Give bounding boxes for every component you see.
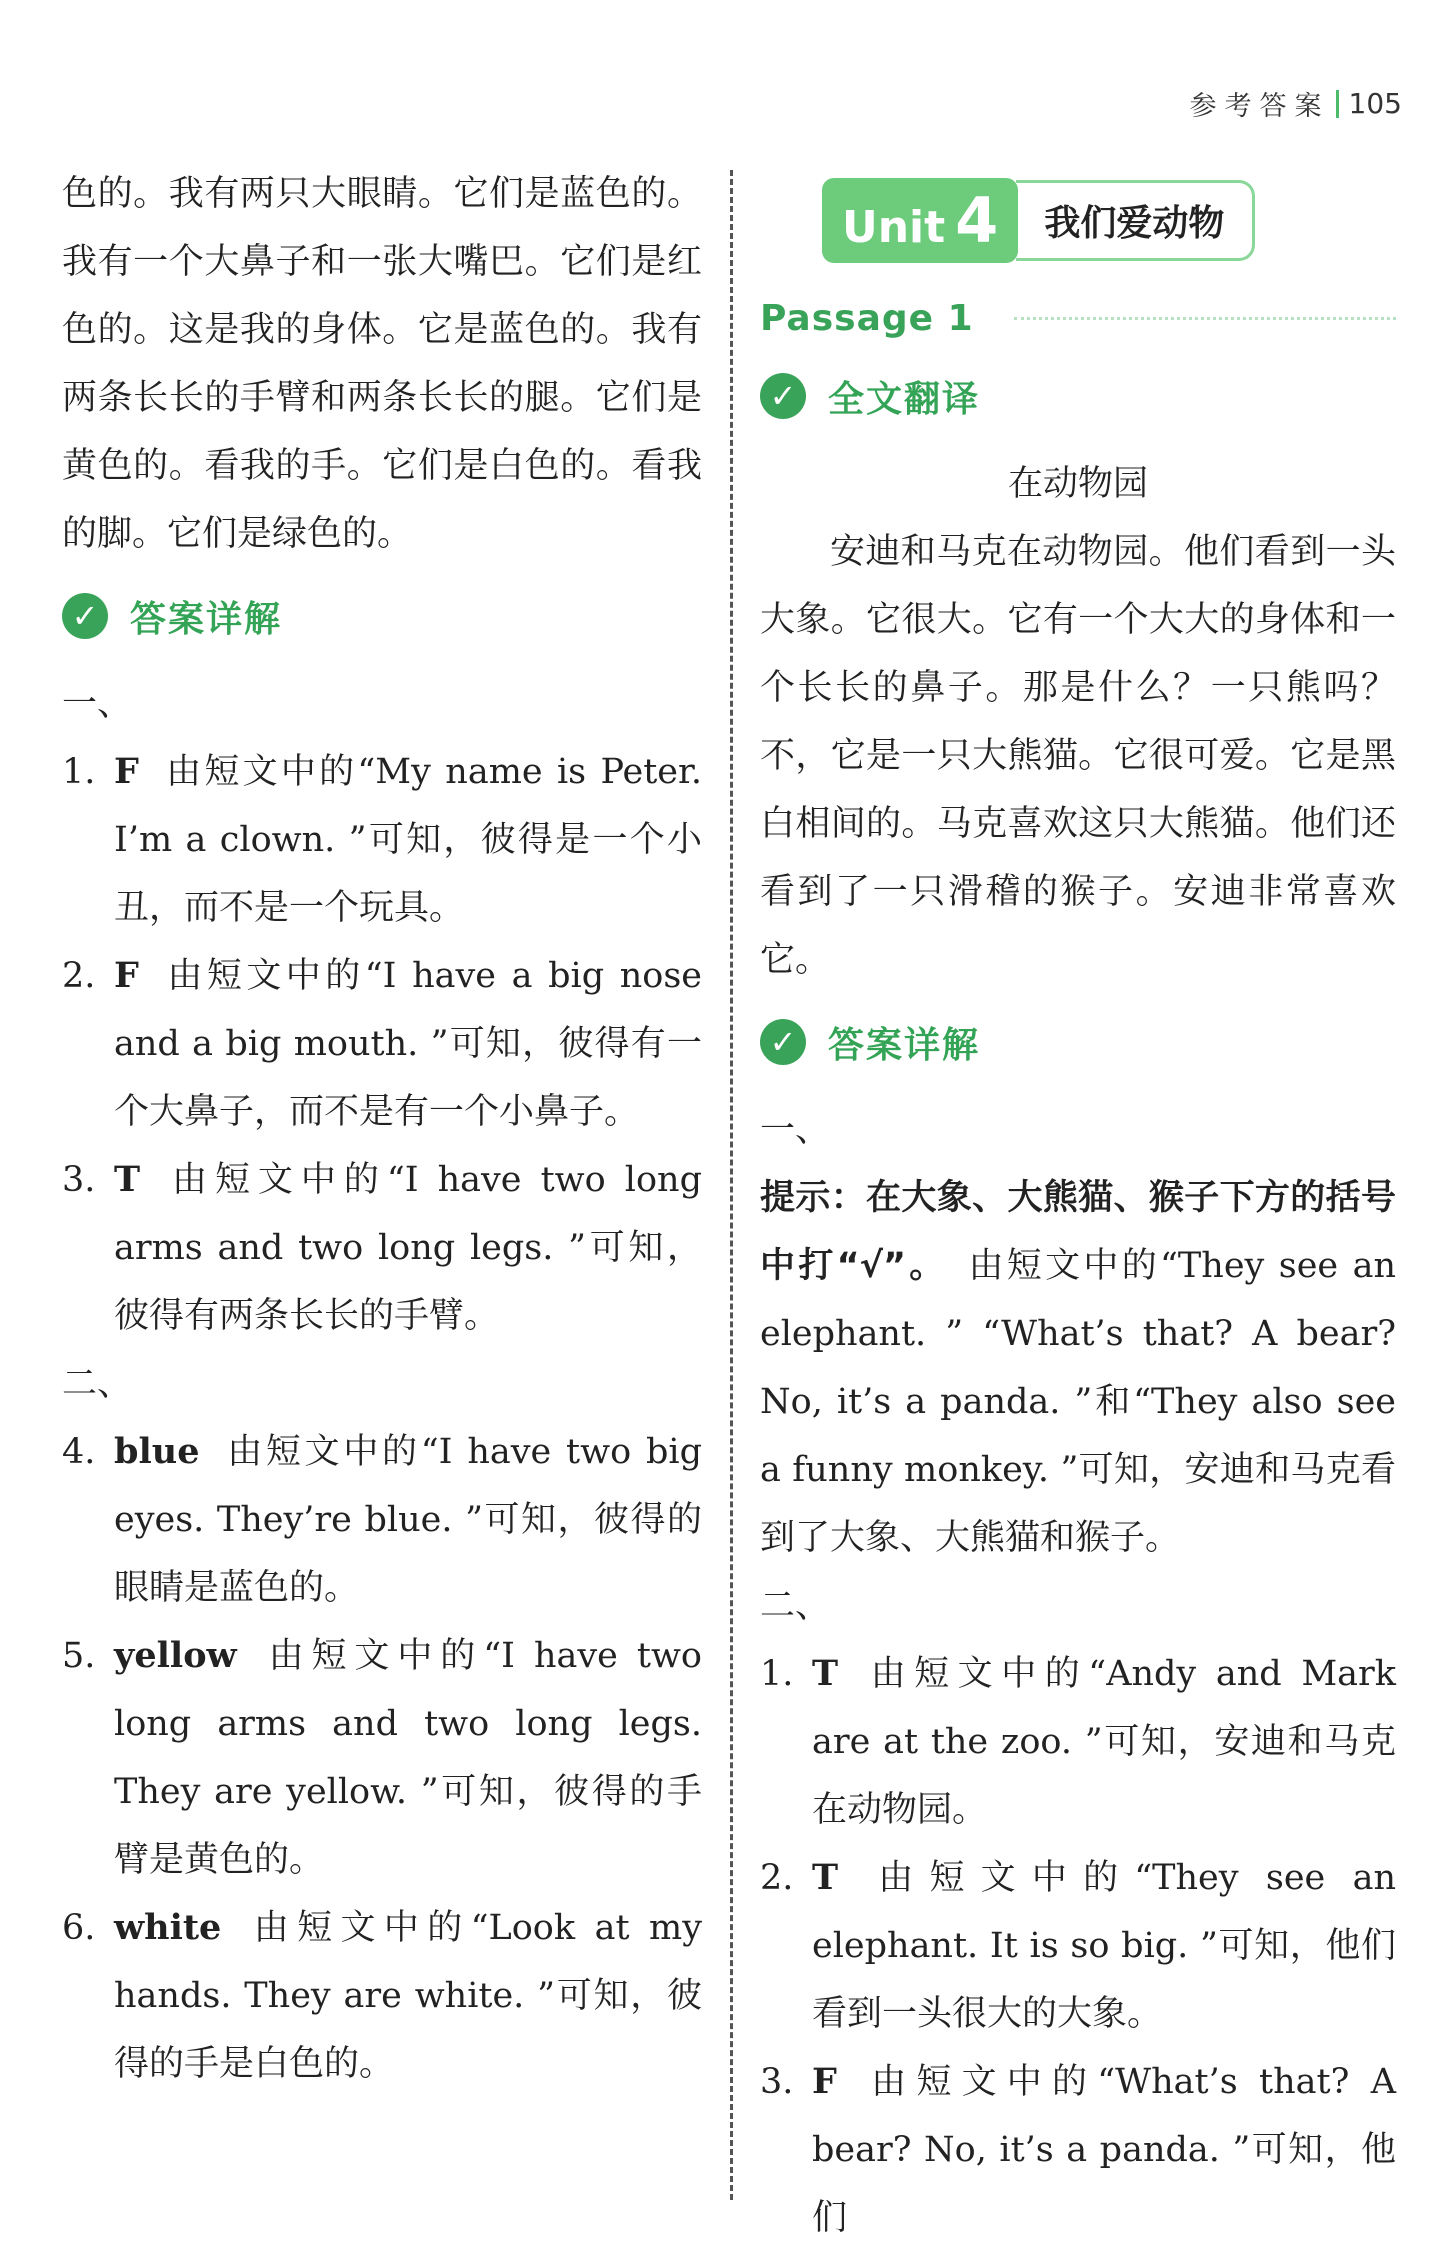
left-column xyxy=(62,160,702,2098)
passage-heading xyxy=(760,288,1396,348)
item-content xyxy=(812,1640,1396,1844)
item-content xyxy=(114,1146,702,1350)
item-number: 5. xyxy=(62,1636,96,1676)
item-text: 由短文中的“Andy and Mark are at the zoo. ”可知，安迪和马克在动物园。 xyxy=(812,1654,1396,1830)
page-header xyxy=(1190,84,1402,123)
item-number: 4. xyxy=(62,1432,96,1472)
unit-number: 4 xyxy=(955,183,999,257)
item-text: 由短文中的“I have two long arms and two long legs. ”可知，彼得有两条长长的手臂。 xyxy=(114,1160,702,1336)
answer-item xyxy=(760,1844,1396,2048)
item-text: 由短文中的“I have two long arms and two long legs. They are yellow. ”可知，彼得的手臂是黄色的。 xyxy=(114,1636,702,1880)
item-number: 1. xyxy=(760,1654,794,1694)
item-content xyxy=(114,1894,702,2098)
item-content xyxy=(114,1418,702,1622)
item-key: white xyxy=(114,1907,222,1948)
header-divider xyxy=(1336,90,1339,118)
item-key: F xyxy=(114,955,139,996)
answer-item xyxy=(62,1894,702,2098)
answer-item xyxy=(760,1640,1396,1844)
header-reference-label: 参考答案 xyxy=(1189,91,1330,122)
item-content xyxy=(812,1844,1396,2048)
item-number: 2. xyxy=(62,956,96,996)
check-icon: ✓ xyxy=(760,373,806,419)
item-key: yellow xyxy=(114,1635,237,1676)
unit-title: 我们爱动物 xyxy=(1016,180,1255,261)
answer-item xyxy=(62,1146,702,1350)
hint-label: 提示：在大象、大熊猫、猴子下方的括号中打“√”。 xyxy=(760,1178,1396,1286)
item-text: 由短文中的“Look at my hands. They are white. ”可知，彼得的手是白色的。 xyxy=(114,1908,702,2084)
dotted-rule xyxy=(1014,317,1396,320)
answer-item xyxy=(62,1418,702,1622)
item-key: F xyxy=(114,751,139,792)
item-text: 由短文中的“My name is Peter. I’m a clown. ”可知，彼得是一个小丑，而不是一个玩具。 xyxy=(114,752,702,928)
check-icon: ✓ xyxy=(760,1019,806,1065)
item-number: 3. xyxy=(760,2062,794,2102)
item-key: blue xyxy=(114,1431,200,1472)
item-content xyxy=(114,942,702,1146)
item-key: T xyxy=(812,1653,839,1694)
item-text: 由短文中的“What’s that? A bear? No, it’s a panda. ”可知，他们 xyxy=(812,2062,1396,2238)
section-title: 全文翻译 xyxy=(828,378,981,420)
section-title: 答案详解 xyxy=(828,1024,981,1066)
part-heading-1: 一、 xyxy=(760,1110,831,1150)
answer-item xyxy=(760,2048,1396,2252)
right-column xyxy=(760,160,1396,2252)
part-heading-1: 一、 xyxy=(62,684,133,724)
item-number: 6. xyxy=(62,1908,96,1948)
unit-label: Unit xyxy=(842,201,946,253)
check-icon: ✓ xyxy=(62,593,108,639)
answer-section-heading xyxy=(62,582,702,650)
item-text: 由短文中的“They see an elephant. It is so big. ”可知，他们看到一头很大的大象。 xyxy=(812,1858,1396,2034)
answer-item xyxy=(62,738,702,942)
translation-section-heading xyxy=(760,362,1396,430)
item-key: F xyxy=(812,2061,837,2102)
answer-item xyxy=(62,942,702,1146)
item-key: T xyxy=(812,1857,839,1898)
unit-banner xyxy=(822,170,1396,270)
item-number: 3. xyxy=(62,1160,96,1200)
hint-text: 由短文中的“They see an elephant. ” “What’s that? A bear? No, it’s a panda. ”和“They also see a funny monkey. ”可知，安迪和马克看到了大象、大熊猫和猴子。 xyxy=(760,1246,1396,1558)
item-number: 1. xyxy=(62,752,96,792)
story-paragraph: 安迪和马克在动物园。他们看到一头大象。它很大。它有一个大大的身体和一个长长的鼻子。那是什么？一只熊吗？不，它是一只大熊猫。它很可爱。它是黑白相间的。马克喜欢这只大熊猫。他们还看到了一只滑稽的猴子。安迪非常喜欢它。 xyxy=(760,532,1396,980)
item-text: 由短文中的“I have a big nose and a big mouth. ”可知，彼得有一个大鼻子，而不是有一个小鼻子。 xyxy=(114,956,702,1132)
part-heading-2: 二、 xyxy=(760,1586,831,1626)
hint-paragraph xyxy=(760,1164,1396,1572)
item-text: 由短文中的“I have two big eyes. They’re blue. ”可知，彼得的眼睛是蓝色的。 xyxy=(114,1432,702,1608)
unit-badge xyxy=(822,178,1018,263)
item-content xyxy=(114,1622,702,1894)
answer-section-heading xyxy=(760,1008,1396,1076)
intro-paragraph: 色的。我有两只大眼睛。它们是蓝色的。我有一个大鼻子和一张大嘴巴。它们是红色的。这是我的身体。它是蓝色的。我有两条长长的手臂和两条长长的腿。它们是黄色的。看我的手。它们是白色的。看我的脚。它们是绿色的。 xyxy=(62,174,702,554)
section-title: 答案详解 xyxy=(130,598,283,640)
item-key: T xyxy=(114,1159,141,1200)
page-number: 105 xyxy=(1348,87,1402,120)
item-content xyxy=(114,738,702,942)
story-title: 在动物园 xyxy=(1007,464,1148,504)
answer-item xyxy=(62,1622,702,1894)
passage-label: Passage 1 xyxy=(760,297,974,339)
item-content xyxy=(812,2048,1396,2252)
column-divider xyxy=(730,170,733,2200)
part-heading-2: 二、 xyxy=(62,1364,133,1404)
item-number: 2. xyxy=(760,1858,794,1898)
